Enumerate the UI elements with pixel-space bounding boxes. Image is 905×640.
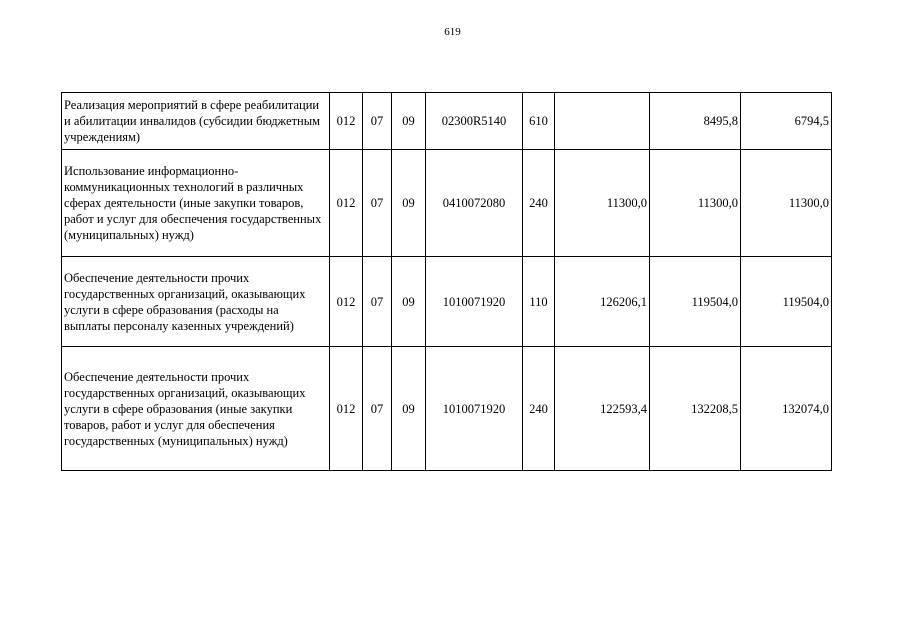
amount-year1-cell	[555, 93, 650, 150]
budget-table	[61, 92, 832, 471]
target-article-cell: 1010071920	[426, 257, 523, 347]
amount-year1-cell: 11300,0	[555, 150, 650, 257]
amount-year3-cell: 132074,0	[741, 347, 832, 471]
target-article-cell: 0410072080	[426, 150, 523, 257]
section-code-cell: 07	[363, 257, 392, 347]
subsection-code-cell: 09	[392, 150, 426, 257]
amount-year1-cell: 122593,4	[555, 347, 650, 471]
table-row	[62, 347, 832, 471]
subsection-code-cell: 09	[392, 347, 426, 471]
table-row	[62, 93, 832, 150]
amount-year3-cell: 119504,0	[741, 257, 832, 347]
subsection-code-cell: 09	[392, 93, 426, 150]
expense-type-cell: 240	[523, 150, 555, 257]
page-number: 619	[444, 26, 461, 38]
subsection-code-cell: 09	[392, 257, 426, 347]
target-article-cell: 02300R5140	[426, 93, 523, 150]
amount-year3-cell: 11300,0	[741, 150, 832, 257]
section-code-cell: 07	[363, 150, 392, 257]
expense-type-cell: 240	[523, 347, 555, 471]
expense-type-cell: 110	[523, 257, 555, 347]
amount-year1-cell: 126206,1	[555, 257, 650, 347]
amount-year3-cell: 6794,5	[741, 93, 832, 150]
amount-year2-cell: 11300,0	[650, 150, 741, 257]
target-article-cell: 1010071920	[426, 347, 523, 471]
section-code-cell: 07	[363, 93, 392, 150]
amount-year2-cell: 132208,5	[650, 347, 741, 471]
expense-name-cell: Реализация мероприятий в сфере реабилитации и абилитации инвалидов (субсидии бюджетным учреждениям)	[62, 93, 330, 150]
expense-name-cell: Использование информационно-коммуникационных технологий в различных сферах деятельности (иные закупки товаров, работ и услуг для обеспечения государственных (муниципальных) нужд)	[62, 150, 330, 257]
table-row	[62, 150, 832, 257]
amount-year2-cell: 8495,8	[650, 93, 741, 150]
ministry-code-cell: 012	[330, 150, 363, 257]
ministry-code-cell: 012	[330, 347, 363, 471]
expense-name-cell: Обеспечение деятельности прочих государственных организаций, оказывающих услуги в сфере образования (иные закупки товаров, работ и услуг для обеспечения государственных (муниципальных) нужд)	[62, 347, 330, 471]
expense-type-cell: 610	[523, 93, 555, 150]
amount-year2-cell: 119504,0	[650, 257, 741, 347]
ministry-code-cell: 012	[330, 257, 363, 347]
ministry-code-cell: 012	[330, 93, 363, 150]
expense-name-cell: Обеспечение деятельности прочих государственных организаций, оказывающих услуги в сфере образования (расходы на выплаты персоналу казенных учреждений)	[62, 257, 330, 347]
section-code-cell: 07	[363, 347, 392, 471]
table-row	[62, 257, 832, 347]
